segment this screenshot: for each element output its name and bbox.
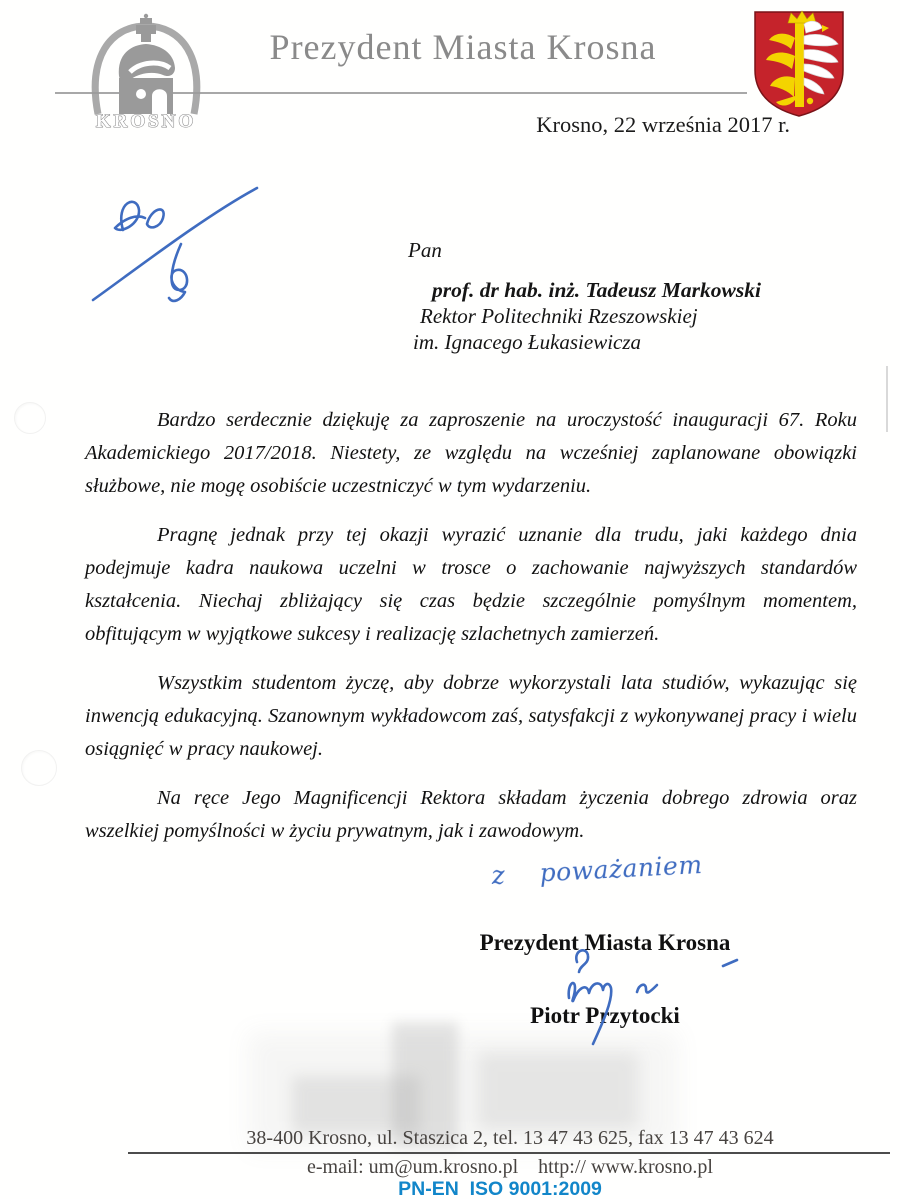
paraph-handwriting-icon <box>85 178 275 308</box>
recipient-salutation: Pan <box>408 238 442 262</box>
closing-handwriting-text: z poważaniem <box>490 849 704 890</box>
recipient-block <box>408 238 761 355</box>
letter-body <box>85 404 857 864</box>
footer-address: 38-400 Krosno, ul. Staszica 2, tel. 13 47 43 625, fax 13 47 43 624 <box>246 1127 774 1149</box>
body-paragraph: Pragnę jednak przy tej okazji wyrazić uznanie dla trudu, jaki każdego dnia podejmuje kadra naukowa uczelni w trosce o zachowanie najwyższych standardów kształcenia. Niechaj zbliżający się czas będzie szczególnie pomyślnym momentem, obfitującym w wyjątkowe sukcesy i realizację szlachetnych zamierzeń. <box>85 524 857 645</box>
letterhead-title: Prezydent Miasta Krosna <box>269 27 657 67</box>
footer-contact: e-mail: um@um.krosno.pl http:// www.krosno.pl <box>307 1156 713 1178</box>
recipient-title-line1: Rektor Politechniki Rzeszowskiej <box>420 304 698 328</box>
signer-title: Prezydent Miasta Krosna <box>479 930 731 955</box>
closing-handwriting <box>462 838 722 913</box>
signer-name: Piotr Przytocki <box>530 1003 680 1028</box>
krosno-coat-of-arms-icon <box>751 8 847 120</box>
punch-hole-mark <box>14 402 46 434</box>
footer-divider <box>128 1152 890 1154</box>
body-paragraph: Wszystkim studentom życzę, aby dobrze wykorzystali lata studiów, wykazując się inwencją edukacyjną. Szanownym wykładowcom zaś, satysfakcji z wykonywanej pracy i wielu osiągnięć w pracy naukowej. <box>85 672 857 760</box>
watermark-blob <box>292 1076 420 1134</box>
logo-wordmark: KROSNO <box>95 111 197 130</box>
recipient-title-line2: im. Ignacego Łukasiewicza <box>413 330 642 354</box>
punch-hole-mark <box>21 750 57 786</box>
signature-handwriting-icon <box>545 946 755 1050</box>
logo-window-icon <box>136 89 146 99</box>
body-paragraph: Bardzo serdecznie dziękuję za zaproszenie na uroczystość inauguracji 67. Roku Akademickiego 2017/2018. Niestety, ze względu na wcześniej zaplanowane obowiązki służbowe, nie mogę osobiście uczestniczyć w tym wydarzeniu. <box>85 409 857 497</box>
body-paragraph: Na ręce Jego Magnificencji Rektora składam życzenia dobrego zdrowia oraz wszelkiej pomyślności w życiu prywatnym, jak i zawodowym. <box>85 787 857 842</box>
krosno-city-logo-icon <box>70 10 222 130</box>
heraldic-body <box>795 23 804 107</box>
eagle-claw-icon <box>807 98 813 104</box>
scan-artifact-line <box>886 366 888 432</box>
watermark-blob <box>478 1052 638 1130</box>
date-line: Krosno, 22 września 2017 r. <box>536 112 790 137</box>
footer-iso-badge: PN-EN ISO 9001:2009 <box>398 1178 602 1199</box>
recipient-name: prof. dr hab. inż. Tadeusz Markowski <box>432 278 761 302</box>
